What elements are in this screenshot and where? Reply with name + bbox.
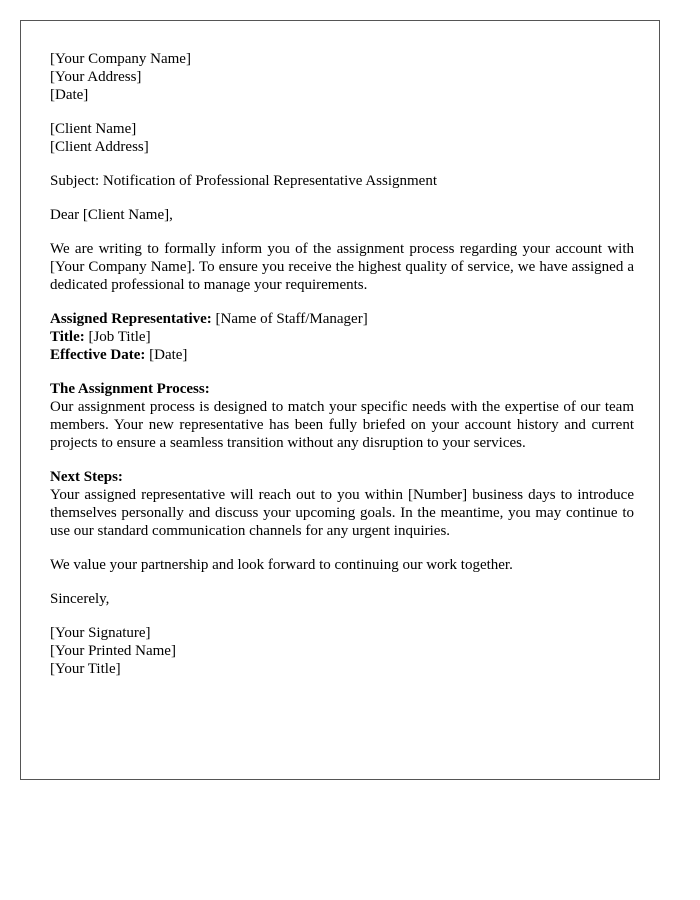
sender-company-name: [Your Company Name] xyxy=(50,51,191,67)
title-line xyxy=(50,328,634,346)
sender-address: [Your Address] xyxy=(50,69,142,85)
next-steps-heading: Next Steps: xyxy=(50,469,123,485)
assignment-process-heading: The Assignment Process: xyxy=(50,381,210,397)
letter-body xyxy=(50,50,634,678)
recipient-block xyxy=(50,120,634,156)
assignment-process-section xyxy=(50,380,634,452)
effective-date-line xyxy=(50,346,634,364)
representative-label: Assigned Representative: xyxy=(50,311,212,327)
title-value: [Job Title] xyxy=(84,329,151,345)
letter-page xyxy=(20,20,660,780)
sign-off: Sincerely, xyxy=(50,591,110,607)
subject-line: Subject: Notification of Professional Representative Assignment xyxy=(50,173,438,189)
signature-line: [Your Signature] xyxy=(50,625,151,641)
representative-line xyxy=(50,310,634,328)
sender-block xyxy=(50,50,634,104)
salutation: Dear [Client Name], xyxy=(50,207,173,223)
recipient-name: [Client Name] xyxy=(50,121,137,137)
title-label: Title: xyxy=(50,329,85,345)
assignment-details xyxy=(50,310,634,364)
effective-date-label: Effective Date: xyxy=(50,347,146,363)
signer-title: [Your Title] xyxy=(50,661,121,677)
signature-block xyxy=(50,624,634,678)
representative-value: [Name of Staff/Manager] xyxy=(211,311,368,327)
assignment-process-body: Our assignment process is designed to match your specific needs with the expertise of our team members. Your new representative has been fully briefed on your account history and current projects to ensure a seamless transition without any disruption to your services. xyxy=(50,399,634,451)
next-steps-section xyxy=(50,468,634,540)
closing-paragraph: We value your partnership and look forward to continuing our work together. xyxy=(50,557,513,573)
next-steps-body: Your assigned representative will reach out to you within [Number] business days to introduce themselves personally and discuss your upcoming goals. In the meantime, you may continue to use our standard communication channels for any urgent inquiries. xyxy=(50,487,634,539)
printed-name: [Your Printed Name] xyxy=(50,643,176,659)
letter-date: [Date] xyxy=(50,87,89,103)
recipient-address: [Client Address] xyxy=(50,139,149,155)
effective-date-value: [Date] xyxy=(145,347,188,363)
intro-paragraph: We are writing to formally inform you of the assignment process regarding your account with [Your Company Name]. To ensure you receive the highest quality of service, we have assigned a dedicated professional to manage your requirements. xyxy=(50,241,634,293)
